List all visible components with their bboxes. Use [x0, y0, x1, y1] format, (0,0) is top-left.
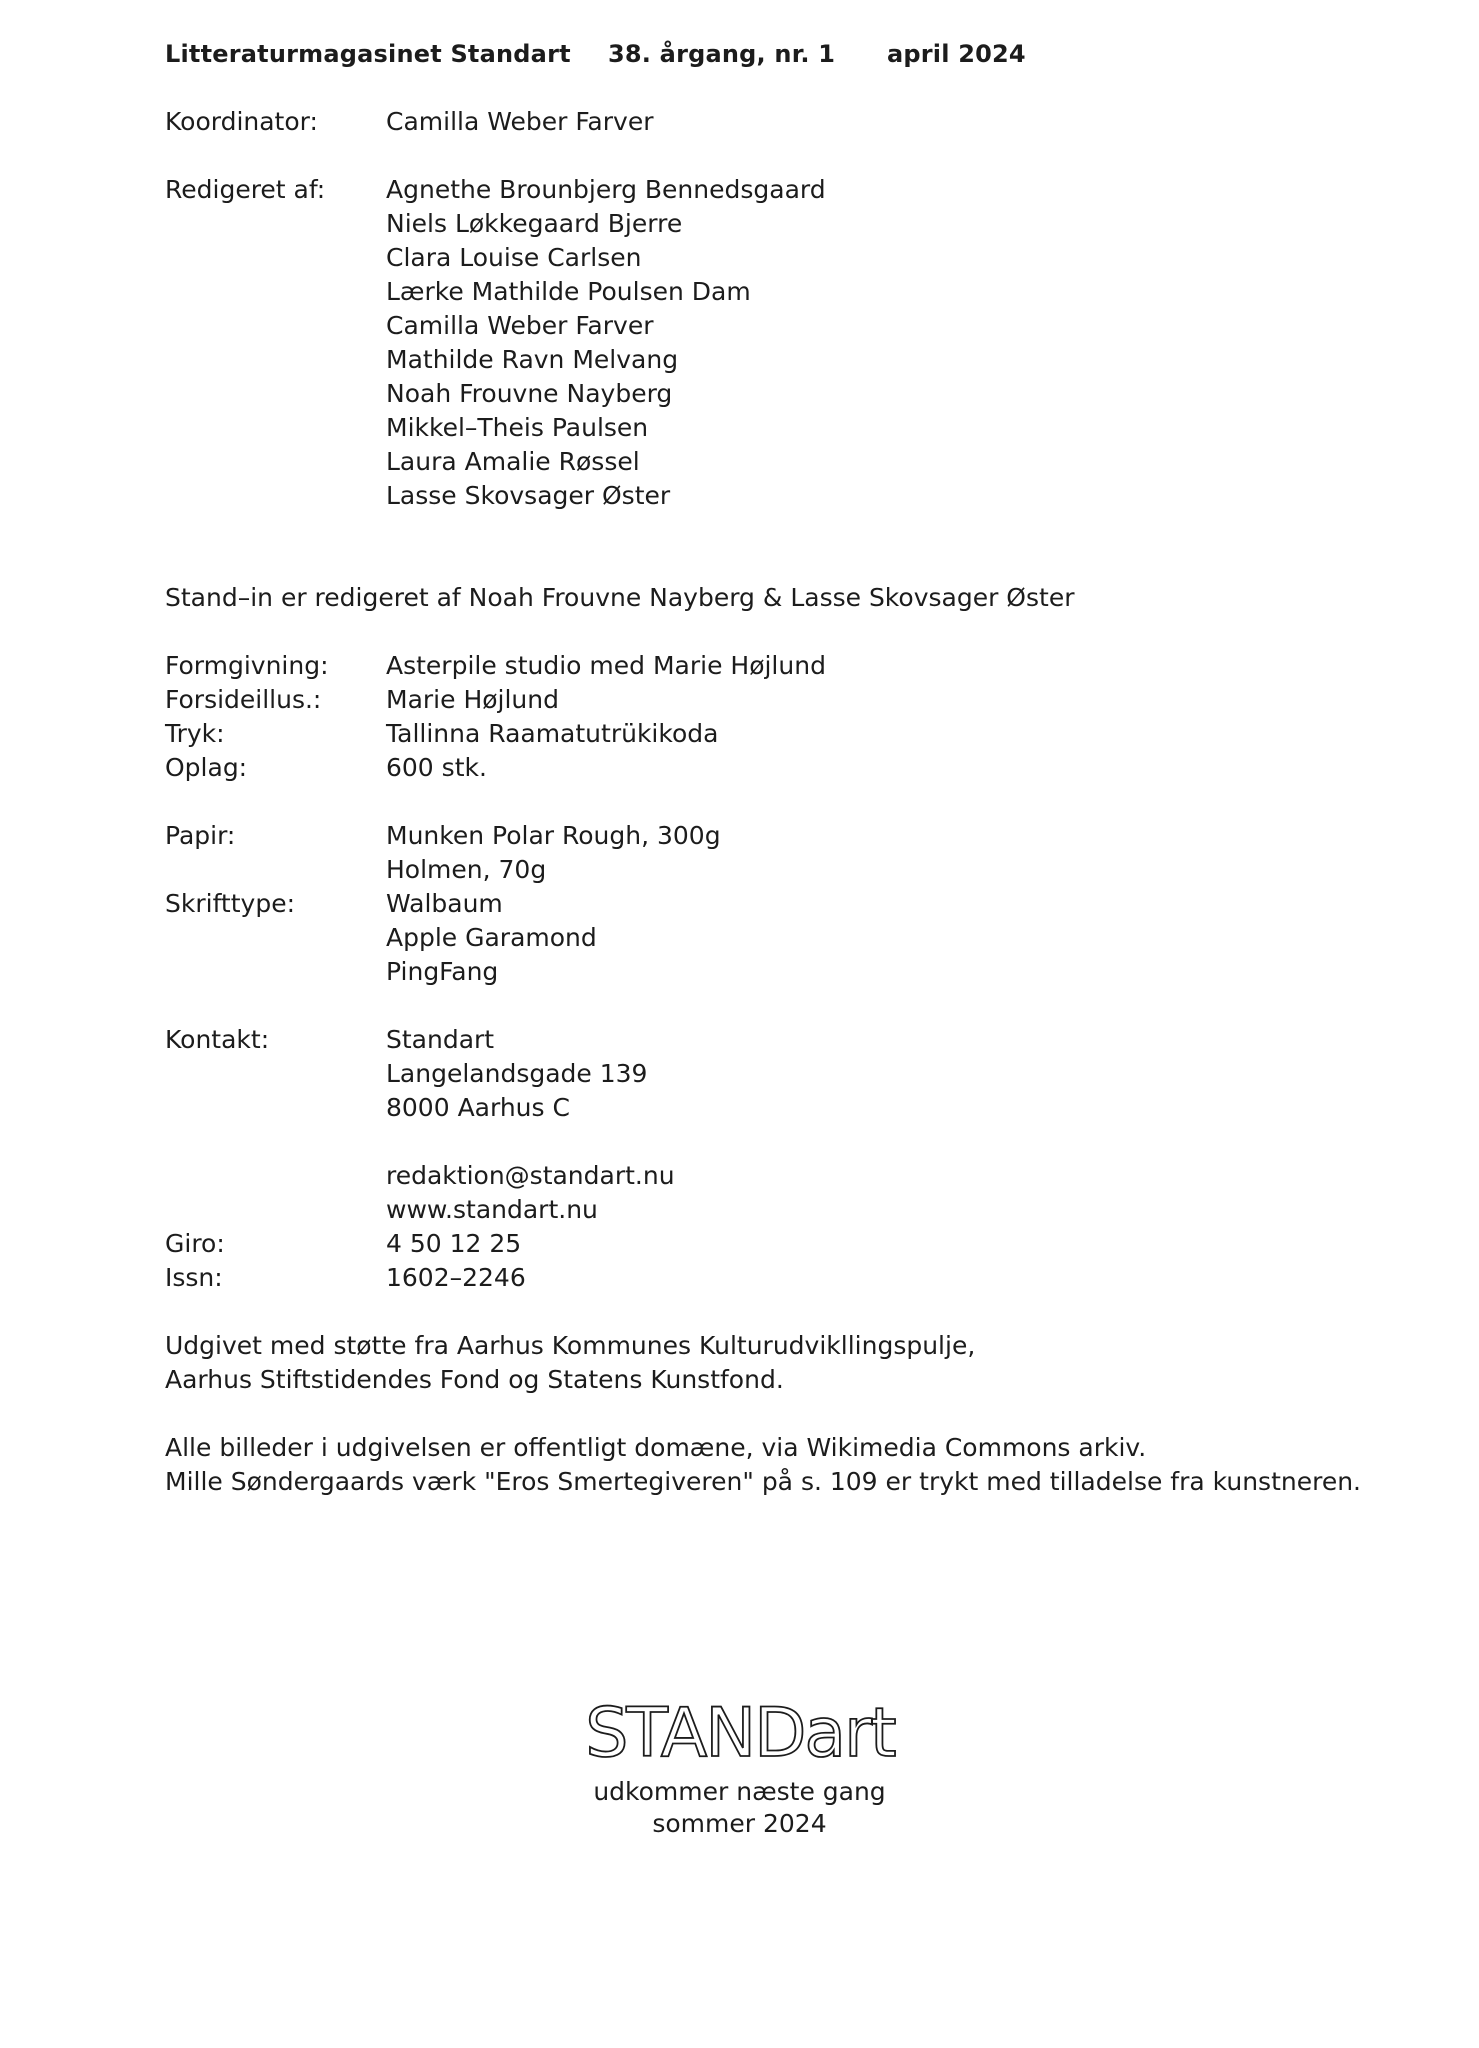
standart-logo	[580, 1690, 900, 1770]
contact-label: Kontakt:	[165, 1025, 270, 1054]
design-value: Asterpile studio med Marie Højlund	[386, 651, 826, 680]
issue-number: 38. årgang, nr. 1	[608, 40, 836, 68]
giro-value: 4 50 12 25	[386, 1229, 522, 1258]
next-issue-note: udkommer næste gang sommer 2024	[593, 1777, 886, 1838]
edition-row	[165, 751, 1365, 785]
contact-website[interactable]: www.standart.nu	[386, 1195, 598, 1224]
editor-name: Camilla Weber Farver	[386, 311, 654, 340]
editor-name: Agnethe Brounbjerg Bennedsgaard	[386, 175, 826, 204]
print-row	[165, 717, 1365, 751]
contact-row	[165, 1023, 1365, 1227]
issn-row	[165, 1261, 1365, 1295]
editor-name: Laura Amalie Røssel	[386, 447, 640, 476]
contact-email[interactable]: redaktion@standart.nu	[386, 1161, 675, 1190]
typeface-values: Walbaum Apple Garamond PingFang	[386, 889, 597, 986]
giro-label: Giro:	[165, 1229, 225, 1258]
support-note: Udgivet med støtte fra Aarhus Kommunes Kulturudvikllingspulje, Aarhus Stiftstidendes Fond og Statens Kunstfond.	[165, 1331, 976, 1394]
design-label: Formgivning:	[165, 651, 329, 680]
typeface-label: Skrifttype:	[165, 889, 296, 918]
cover-illustration-label: Forsideillus.:	[165, 685, 322, 714]
paper-values: Munken Polar Rough, 300g Holmen, 70g	[386, 821, 721, 884]
coordinator-label: Koordinator:	[165, 107, 318, 136]
contact-city: 8000 Aarhus C	[386, 1093, 570, 1122]
footer-logo-block	[0, 1690, 1479, 1840]
issn-value: 1602–2246	[386, 1263, 526, 1292]
issn-label: Issn:	[165, 1263, 223, 1292]
typeface-row	[165, 887, 1365, 989]
editors-label: Redigeret af:	[165, 175, 326, 204]
print-label: Tryk:	[165, 719, 225, 748]
coordinator-row	[165, 105, 1365, 139]
contact-name: Standart	[386, 1025, 495, 1054]
giro-row	[165, 1227, 1365, 1261]
cover-illustration-row	[165, 683, 1365, 717]
paper-row	[165, 819, 1365, 887]
issue-date: april 2024	[887, 40, 1026, 68]
edition-label: Oplag:	[165, 753, 248, 782]
editor-name: Noah Frouvne Nayberg	[386, 379, 673, 408]
editors-list	[386, 173, 826, 513]
colophon-body	[165, 105, 1365, 1499]
editor-name: Mikkel–Theis Paulsen	[386, 413, 649, 442]
edition-value: 600 stk.	[386, 753, 487, 782]
print-value: Tallinna Raamatutrükikoda	[386, 719, 719, 748]
logo-wordmark: STANDart	[584, 1694, 895, 1770]
paper-label: Papir:	[165, 821, 236, 850]
coordinator-name: Camilla Weber Farver	[386, 107, 654, 136]
cover-illustration-value: Marie Højlund	[386, 685, 559, 714]
standin-credit: Stand–in er redigeret af Noah Frouvne Nayberg & Lasse Skovsager Øster	[165, 583, 1075, 612]
magazine-title: Litteraturmagasinet Standart	[165, 40, 571, 68]
editor-name: Lærke Mathilde Poulsen Dam	[386, 277, 751, 306]
contact-street: Langelandsgade 139	[386, 1059, 648, 1088]
editors-row	[165, 173, 1365, 513]
image-rights-note: Alle billeder i udgivelsen er offentligt domæne, via Wikimedia Commons arkiv. Mille Søndergaards værk "Eros Smertegiveren" på s. 109 er trykt med tilladelse fra kunstneren.	[165, 1433, 1361, 1496]
editor-name: Clara Louise Carlsen	[386, 243, 642, 272]
contact-values	[386, 1023, 675, 1227]
editor-name: Lasse Skovsager Øster	[386, 481, 671, 510]
design-row	[165, 649, 1365, 683]
editor-name: Niels Løkkegaard Bjerre	[386, 209, 683, 238]
editor-name: Mathilde Ravn Melvang	[386, 345, 679, 374]
